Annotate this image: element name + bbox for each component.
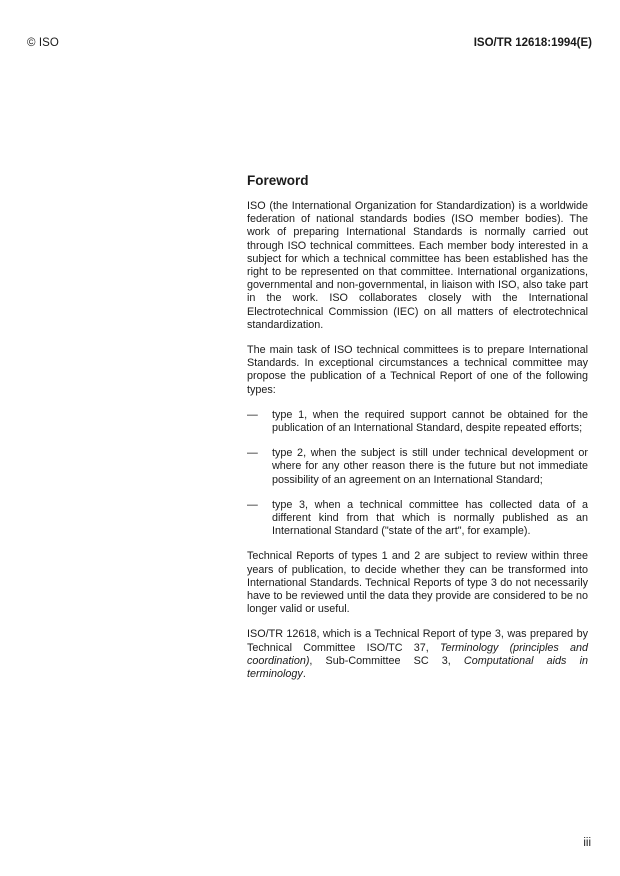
paragraph-preparation [247, 628, 588, 681]
list-item-type-1 [247, 409, 588, 435]
preparation-text-1: ISO/TR 12618, which is a Technical Report of type 3, was prepared by Technical Committee ISO/TC 37, [247, 628, 588, 654]
preparation-text-2: , Sub-Committee SC 3, [309, 654, 464, 667]
committee-title: Terminology (principles and coordination) [247, 641, 588, 667]
foreword-section [247, 173, 588, 693]
paragraph-main-task: The main task of ISO technical committees is to prepare International Standards. In exceptional circumstances a technical committee may propose the publication of a Technical Report of one of the following types: [247, 344, 588, 396]
copyright-notice: © ISO [27, 37, 59, 49]
list-item-type-2 [247, 447, 588, 487]
subcommittee-title: Computational aids in terminology [247, 654, 588, 681]
list-item-text: type 2, when the subject is still under technical development or where for any other reason there is the future but not immediate possibility of an agreement on an International Standard; [272, 447, 588, 486]
page-number: iii [583, 837, 591, 849]
list-item-text: type 1, when the required support cannot be obtained for the publication of an International Standard, despite repeated efforts; [272, 408, 588, 435]
paragraph-review: Technical Reports of types 1 and 2 are subject to review within three years of publication, to decide whether they can be transformed into International Standards. Technical Reports of type 3 do not necessarily have to be reviewed until the data they provide are considered to be no longer valid or useful. [247, 550, 588, 616]
list-item-type-3 [247, 499, 588, 539]
preparation-text-3: . [302, 668, 306, 681]
list-item-text: type 3, when a technical committee has collected data of a different kind from that which is normally published as an International Standard ("state of the art", for example). [272, 498, 588, 538]
document-identifier: ISO/TR 12618:1994(E) [473, 37, 592, 49]
list-dash: — [247, 408, 258, 421]
list-dash: — [247, 447, 258, 460]
section-title: Foreword [247, 173, 309, 188]
list-dash: — [247, 498, 258, 511]
paragraph-iso-intro: ISO (the International Organization for Standardization) is a worldwide federation of national standards bodies (ISO member bodies). The work of preparing International Standards is normally carried out through ISO technical committees. Each member body interested in a subject for which a technical committee has been established has the right to be represented on that committee. International organizations, governmental and non-governmental, in liaison with ISO, also take part in the work. ISO collaborates closely with the International Electrotechnical Commission (IEC) on all matters of electrotechnical standardization. [247, 200, 588, 331]
